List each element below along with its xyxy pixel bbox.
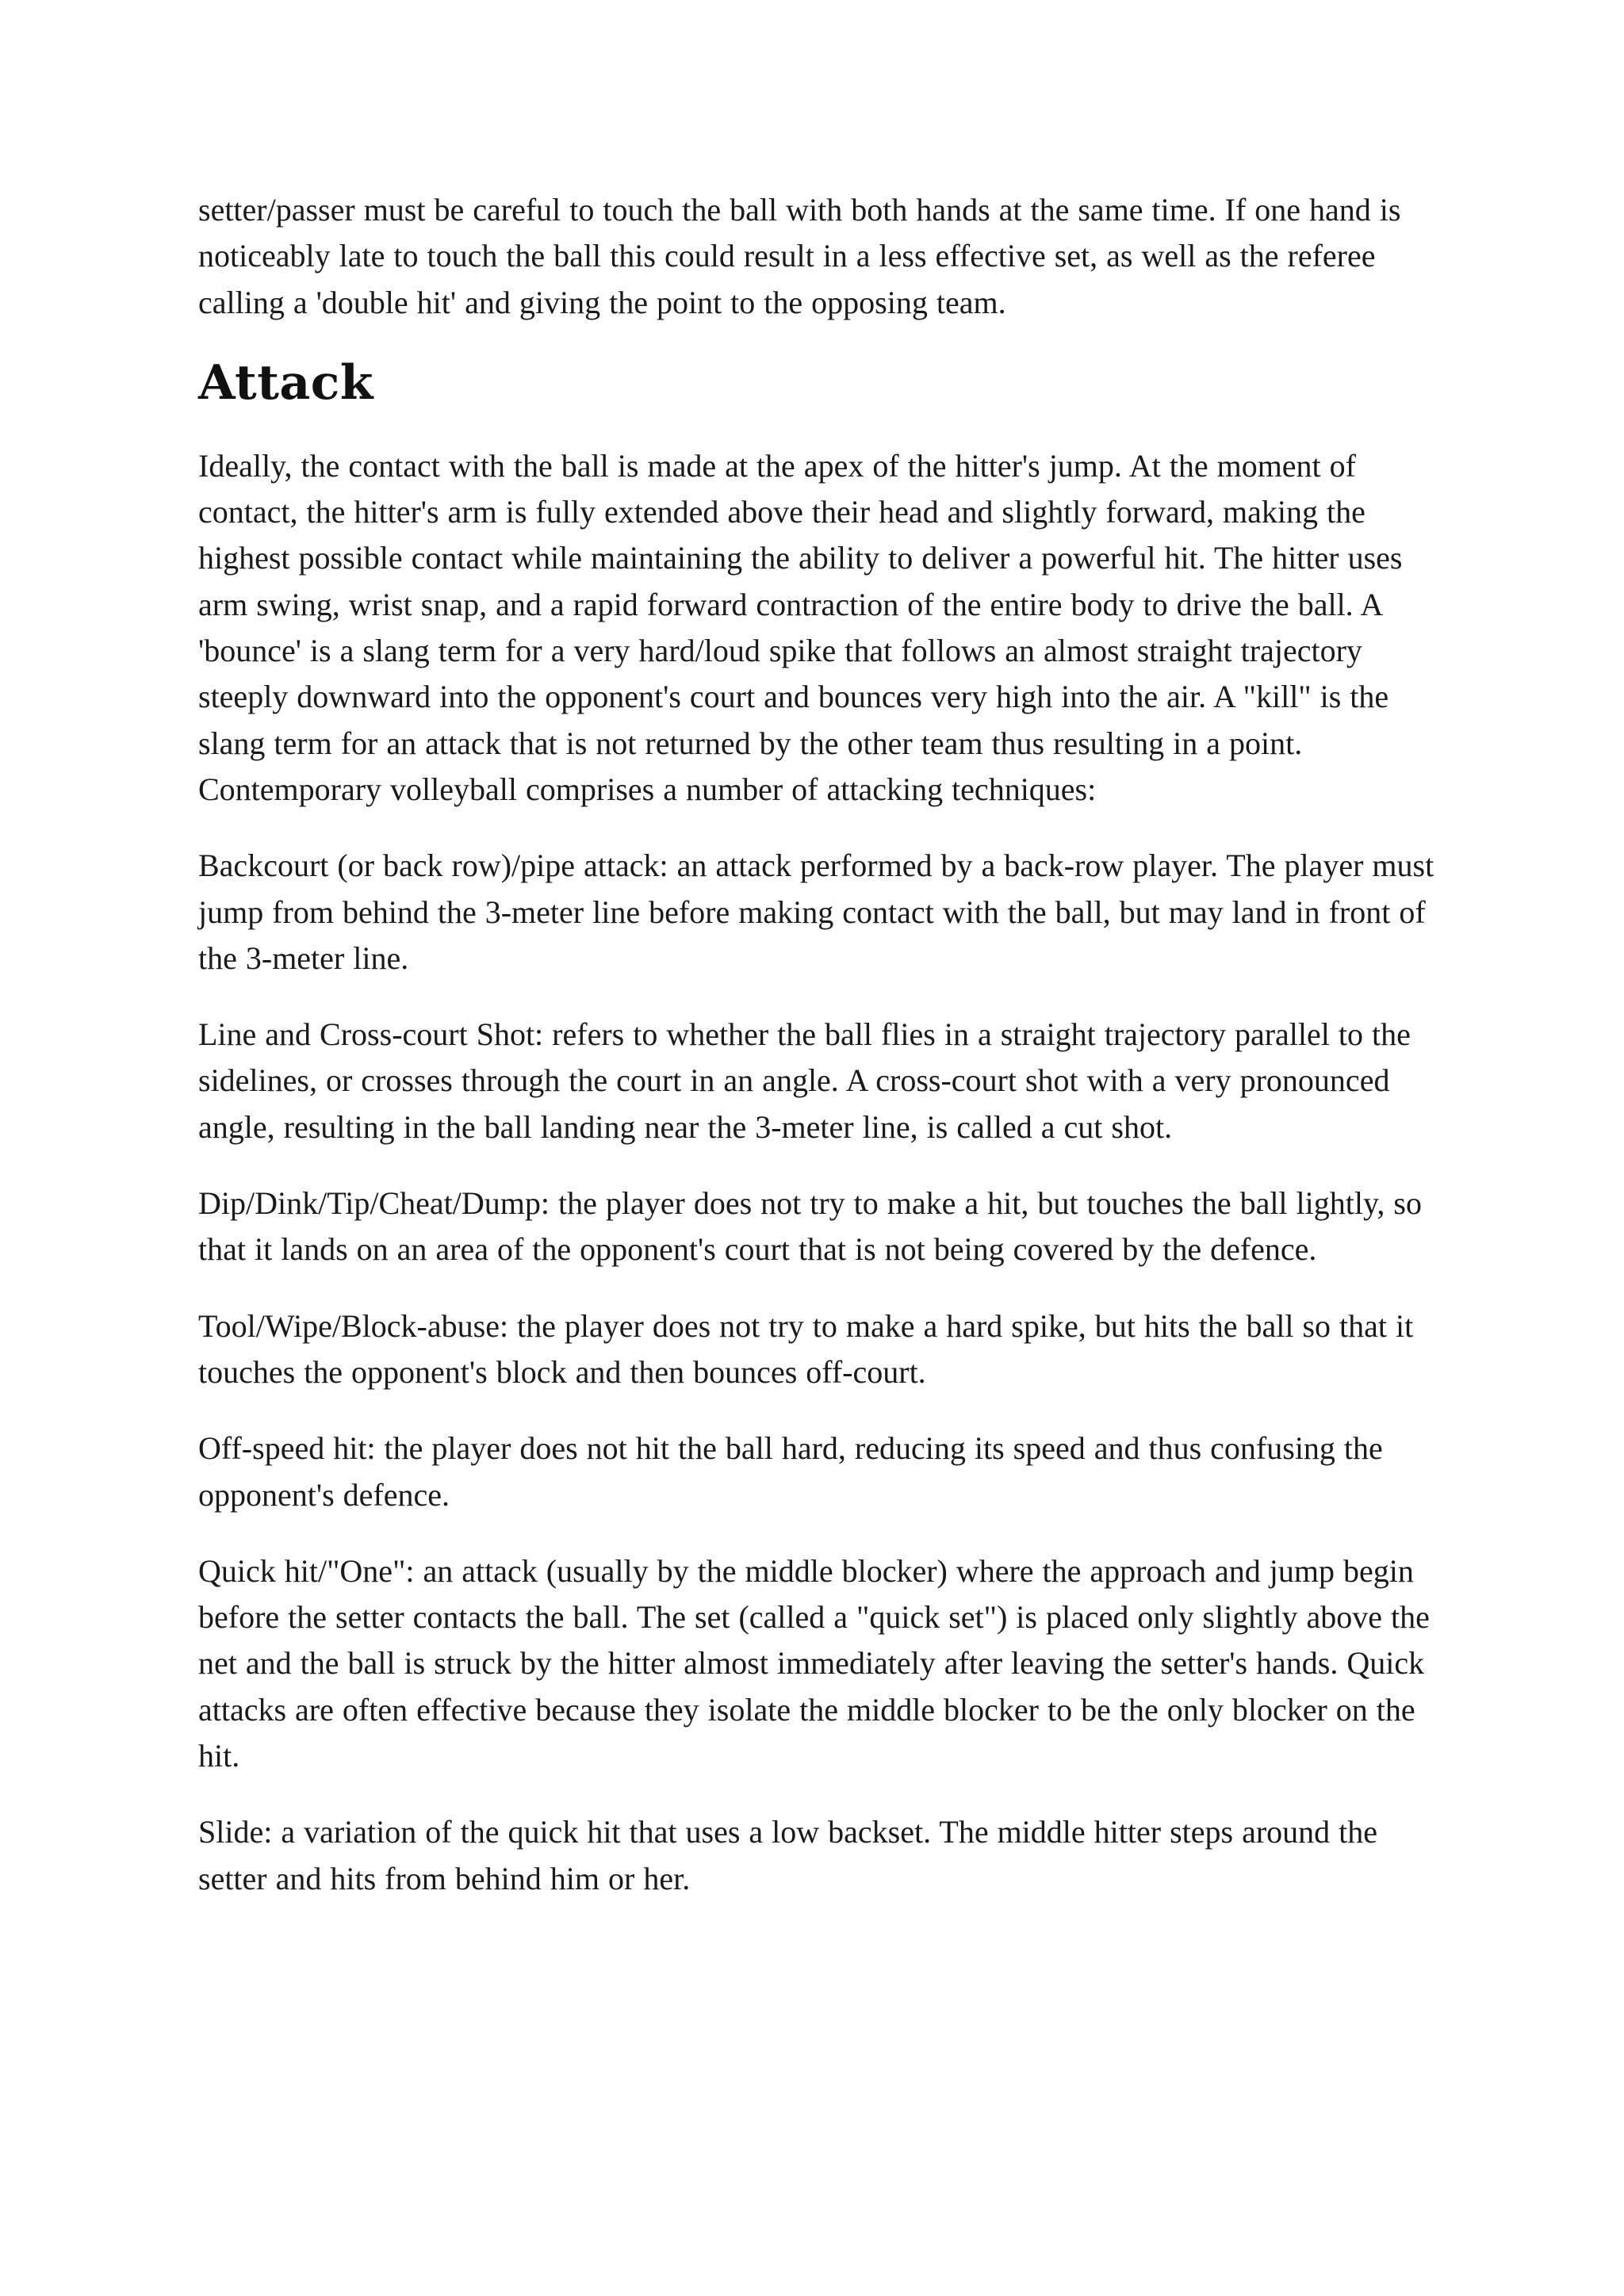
technique-tool-wipe-paragraph: Tool/Wipe/Block-abuse: the player does not try to make a hard spike, but hits the ball so that it touches the opponent's block and then bounces off-court. (198, 1307, 1414, 1390)
technique-backcourt-paragraph: Backcourt (or back row)/pipe attack: an attack performed by a back-row player. The player must jump from behind the 3-meter line before making contact with the ball, but may land in front of the 3-meter line. (198, 848, 1434, 976)
setter-paragraph: setter/passer must be careful to touch the ball with both hands at the same time. If one hand is noticeably late to touch the ball this could result in a less effective set, as well as the referee calling a 'double hit' and giving the point to the opposing team. (198, 192, 1401, 320)
technique-slide-paragraph: Slide: a variation of the quick hit that uses a low backset. The middle hitter steps around the setter and hits from behind him or her. (198, 1814, 1378, 1896)
section-heading-attack: Attack (198, 354, 373, 411)
technique-dip-dink-paragraph: Dip/Dink/Tip/Cheat/Dump: the player does not try to make a hit, but touches the ball lightly, so that it lands on an area of the opponent's court that is not being covered by the defence. (198, 1185, 1422, 1268)
technique-off-speed-paragraph: Off-speed hit: the player does not hit the ball hard, reducing its speed and thus confusing the opponent's defence. (198, 1430, 1383, 1513)
document-body (198, 187, 1451, 1932)
technique-line-cross-court-paragraph: Line and Cross-court Shot: refers to whether the ball flies in a straight trajectory parallel to the sidelines, or crosses through the court in an angle. A cross-court shot with a very pronounced angle, resulting in the ball landing near the 3-meter line, is called a cut shot. (198, 1016, 1411, 1145)
attack-intro-paragraph: Ideally, the contact with the ball is made at the apex of the hitter's jump. At the moment of contact, the hitter's arm is fully extended above their head and slightly forward, making the highest possible contact while maintaining the ability to deliver a powerful hit. The hitter uses arm swing, wrist snap, and a rapid forward contraction of the entire body to drive the ball. A 'bounce' is a slang term for a very hard/loud spike that follows an almost straight trajectory steeply downward into the opponent's court and bounces very high into the air. A "kill" is the slang term for an attack that is not returned by the other team thus resulting in a point. Contemporary volleyball comprises a number of attacking techniques: (198, 447, 1403, 807)
technique-quick-hit-paragraph: Quick hit/"One": an attack (usually by the middle blocker) where the approach and jump begin before the setter contacts the ball. The set (called a "quick set") is placed only slightly above the net and the ball is struck by the hitter almost immediately after leaving the setter's hands. Quick attacks are often effective because they isolate the middle blocker to be the only blocker on the hit. (198, 1552, 1430, 1774)
